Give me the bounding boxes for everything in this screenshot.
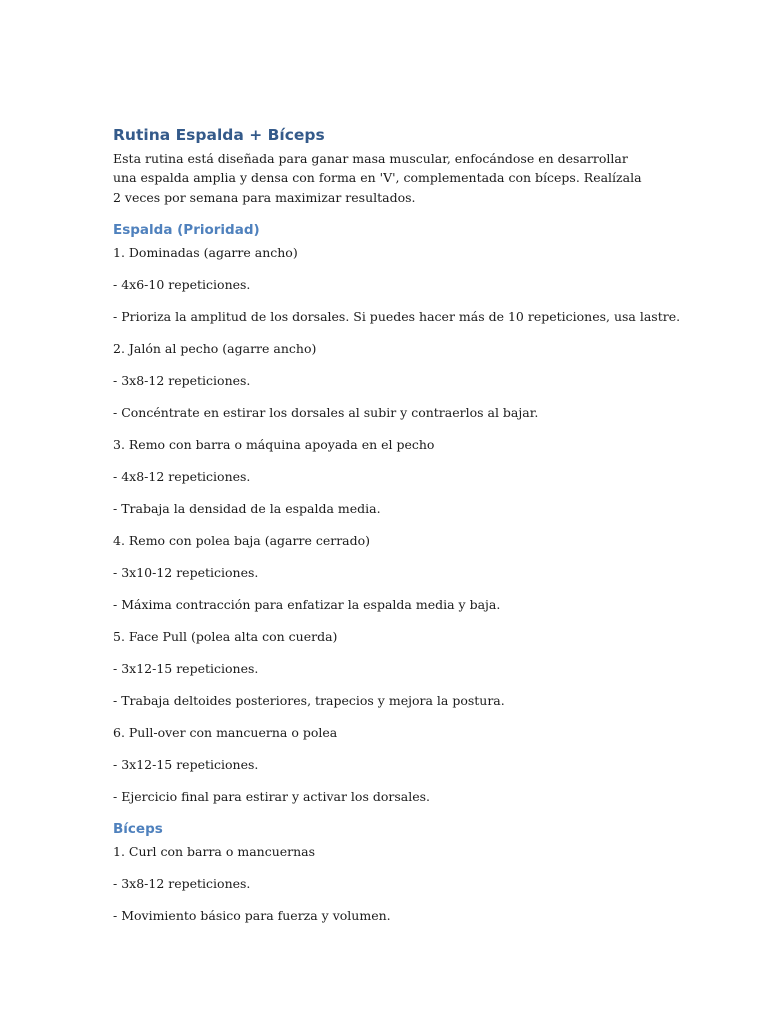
list-item: - 4x6-10 repeticiones. xyxy=(113,276,251,292)
section-body-biceps xyxy=(113,842,653,925)
list-item: - Ejercicio final para estirar y activar los dorsales. xyxy=(113,788,430,804)
list-item: - 3x10-12 repeticiones. xyxy=(113,564,259,580)
list-item: - 3x12-15 repeticiones. xyxy=(113,756,259,772)
list-item: - Trabaja deltoides posteriores, trapecios y mejora la postura. xyxy=(113,692,505,708)
list-item: 6. Pull-over con mancuerna o polea xyxy=(113,724,338,740)
list-item: 2. Jalón al pecho (agarre ancho) xyxy=(113,340,317,356)
document-page xyxy=(113,125,681,925)
list-item: - 3x8-12 repeticiones. xyxy=(113,875,251,891)
list-item: - 4x8-12 repeticiones. xyxy=(113,468,251,484)
section-body-espalda xyxy=(113,243,681,806)
list-item: - Trabaja la densidad de la espalda media. xyxy=(113,500,381,516)
intro-paragraph: Esta rutina está diseñada para ganar masa muscular, enfocándose en desarrollar una espalda amplia y densa con forma en 'V', complementada con bíceps. Realízala 2 veces por semana para maximizar resultados. xyxy=(113,151,642,205)
list-item: 3. Remo con barra o máquina apoyada en el pecho xyxy=(113,436,435,452)
section-heading-biceps: Bíceps xyxy=(113,820,163,837)
list-item: - 3x12-15 repeticiones. xyxy=(113,660,259,676)
list-item: - Máxima contracción para enfatizar la espalda media y baja. xyxy=(113,596,501,612)
list-item: - Concéntrate en estirar los dorsales al subir y contraerlos al bajar. xyxy=(113,404,539,420)
document-title: Rutina Espalda + Bíceps xyxy=(113,126,325,144)
list-item: - 3x8-12 repeticiones. xyxy=(113,372,251,388)
list-item: 1. Dominadas (agarre ancho) xyxy=(113,244,298,260)
section-heading-espalda: Espalda (Prioridad) xyxy=(113,221,260,238)
list-item: 4. Remo con polea baja (agarre cerrado) xyxy=(113,532,371,548)
list-item: 1. Curl con barra o mancuernas xyxy=(113,843,316,859)
list-item: 5. Face Pull (polea alta con cuerda) xyxy=(113,628,338,644)
list-item: - Prioriza la amplitud de los dorsales. Si puedes hacer más de 10 repeticiones, usa lastre. xyxy=(113,308,681,324)
list-item: - Movimiento básico para fuerza y volumen. xyxy=(113,907,391,923)
